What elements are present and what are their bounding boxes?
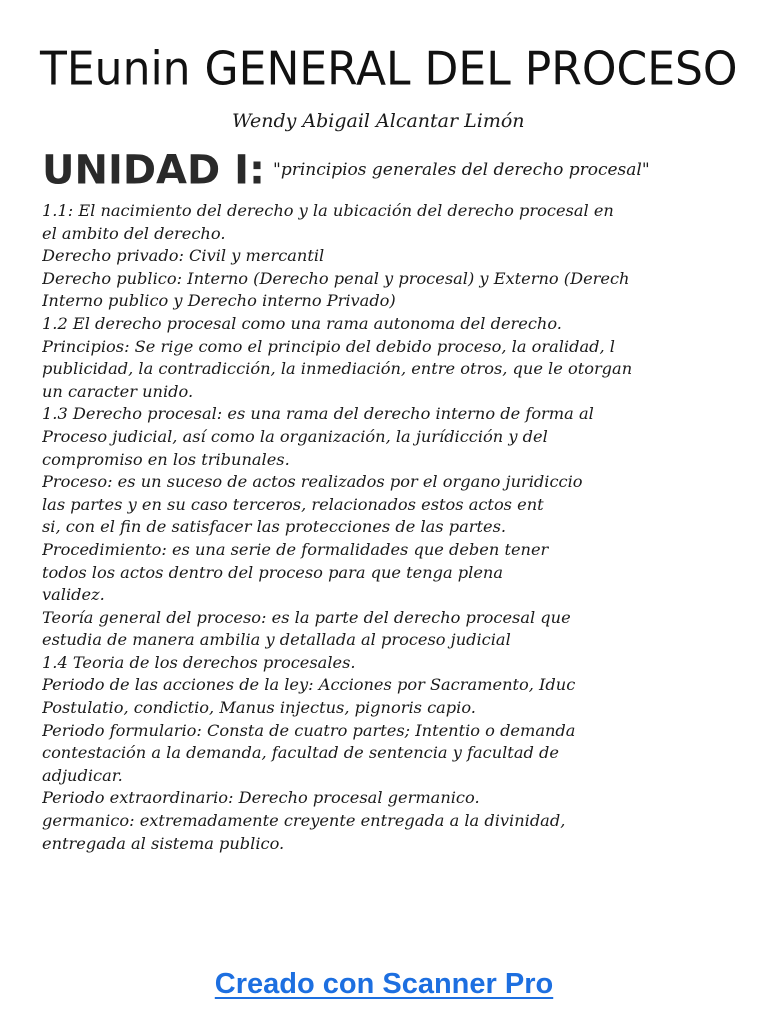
note-line: contestación a la demanda, facultad de sentencia y facultad de [42, 743, 559, 763]
note-line: 1.2 El derecho procesal como una rama autonoma del derecho. [42, 313, 562, 333]
note-line: Postulatio, condictio, Manus injectus, pignoris capio. [42, 698, 476, 718]
author-name: Wendy Abigail Alcantar Limón [232, 110, 525, 132]
note-line: Periodo formulario: Consta de cuatro partes; Intentio o demanda [42, 720, 576, 740]
note-line: compromiso en los tribunales. [42, 449, 290, 469]
note-line: Procedimiento: es una serie de formalidades que deben tener [42, 539, 549, 559]
note-line: el ambito del derecho. [42, 223, 226, 243]
document-title: TEunin GENERAL DEL PROCESO [40, 42, 738, 97]
unit-heading [42, 148, 650, 192]
note-line: Interno publico y Derecho interno Privado) [42, 291, 396, 311]
note-line: Derecho publico: Interno (Derecho penal y procesal) y Externo (Derech [42, 268, 630, 288]
unit-label: UNIDAD I: [42, 147, 266, 194]
note-line: todos los actos dentro del proceso para que tenga plena [42, 562, 503, 582]
note-line: Proceso: es un suceso de actos realizados por el organo juridiccio [42, 472, 583, 492]
note-line: 1.1: El nacimiento del derecho y la ubicación del derecho procesal en [42, 201, 614, 220]
scanner-pro-link[interactable]: Creado con Scanner Pro [214, 968, 554, 1000]
note-line: si, con el fin de satisfacer las protecciones de las partes. [42, 517, 507, 537]
note-line: Teoría general del proceso: es la parte del derecho procesal que [42, 607, 571, 627]
note-line: adjudicar. [42, 765, 123, 785]
handwritten-notes [42, 200, 732, 855]
note-line: Derecho privado: Civil y mercantil [42, 246, 325, 266]
note-line: Periodo de las acciones de la ley: Acciones por Sacramento, Iduc [42, 675, 576, 695]
note-line: estudia de manera ambilia y detallada al proceso judicial [42, 630, 511, 650]
note-line: 1.4 Teoria de los derechos procesales. [42, 652, 356, 672]
unit-subtitle: "principios generales del derecho procesal" [273, 160, 650, 181]
note-line: validez. [42, 585, 105, 605]
note-line: publicidad, la contradicción, la inmediación, entre otros, que le otorgan [42, 359, 633, 379]
note-line: un caracter unido. [42, 381, 194, 401]
note-line: germanico: extremadamente creyente entregada a la divinidad, [42, 811, 566, 831]
note-line: Proceso judicial, así como la organización, la jurídicción y del [42, 426, 548, 446]
note-line: las partes y en su caso terceros, relacionados estos actos ent [42, 494, 544, 514]
note-line: entregada al sistema publico. [42, 833, 285, 853]
note-line: 1.3 Derecho procesal: es una rama del derecho interno de forma al [42, 404, 594, 424]
note-line: Periodo extraordinario: Derecho procesal germanico. [42, 788, 480, 808]
note-line: Principios: Se rige como el principio del debido proceso, la oralidad, l [42, 336, 615, 356]
